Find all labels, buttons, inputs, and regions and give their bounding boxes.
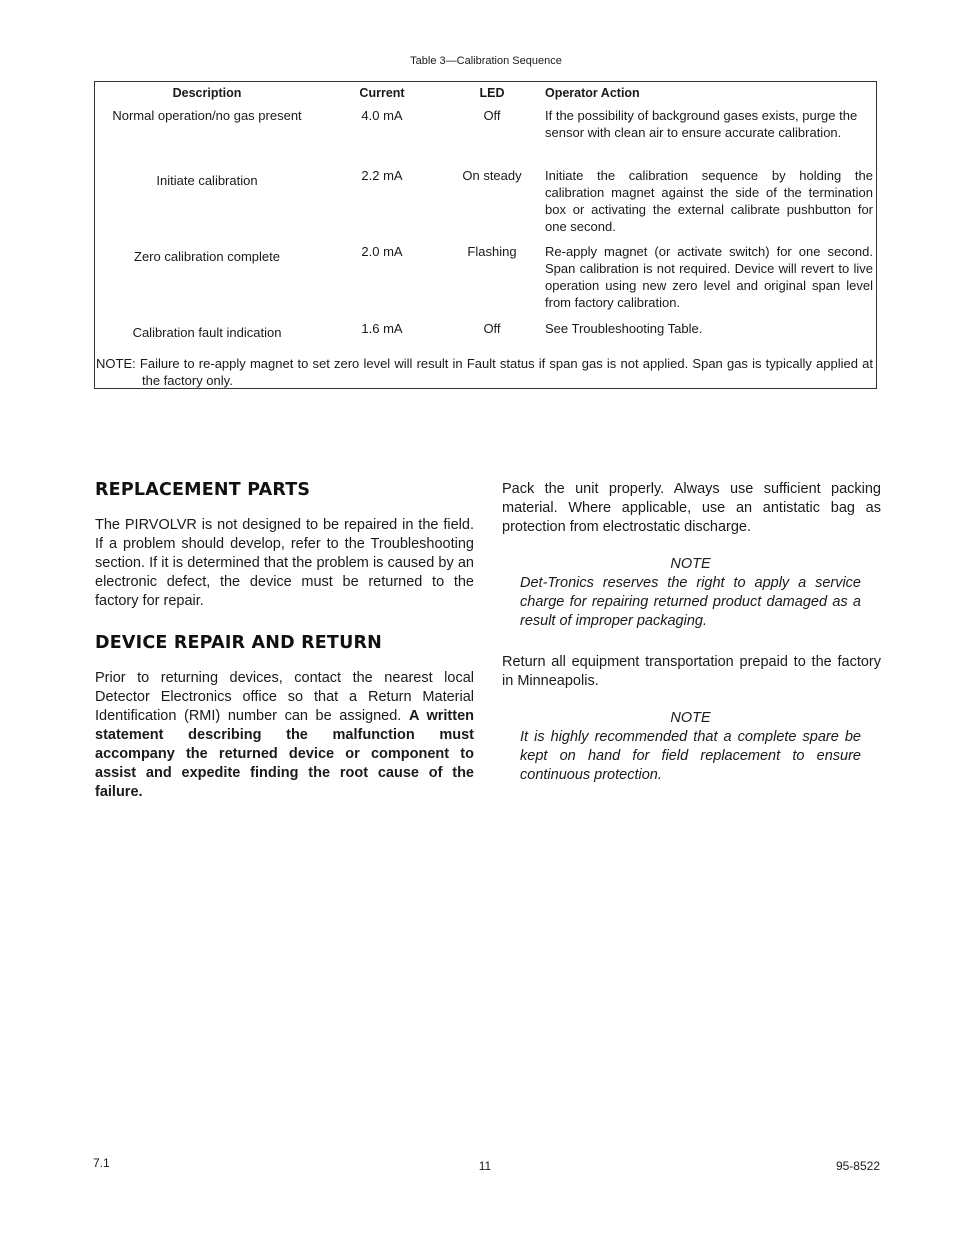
- row2-action: Initiate the calibration sequence by holding the calibration magnet against the side of the termination box or activating the external calibrate pushbutton for one second.: [545, 168, 873, 234]
- spare-note-title: NOTE: [670, 710, 711, 726]
- page-number: 11: [478, 1159, 492, 1173]
- header-description: Description: [172, 86, 242, 100]
- row2-current: 2.2 mA: [361, 168, 403, 183]
- row3-action: Re-apply magnet (or activate switch) for one second. Span calibration is not required. Device will revert to live operation using new zero level and original span level from factory calibration.: [545, 244, 873, 310]
- device-repair-text-bold: A written statement describing the malfunction must accompany the returned device or component to assist and expedite finding the root cause of the failure.: [95, 708, 474, 800]
- row3-current: 2.0 mA: [361, 244, 403, 259]
- packing-text: Pack the unit properly. Always use sufficient packing material. Where applicable, use an antistatic bag as protection from electrostatic discharge.: [502, 481, 881, 535]
- row1-current: 4.0 mA: [361, 108, 403, 123]
- device-repair-text: [95, 669, 474, 802]
- packaging-note: [520, 555, 861, 631]
- packaging-note-text: Det-Tronics reserves the right to apply a service charge for repairing returned product damaged as a result of improper packaging.: [520, 575, 861, 629]
- row3-led: Flashing: [467, 244, 517, 259]
- spare-note-text: It is highly recommended that a complete spare be kept on hand for field replacement to ensure continuous protection.: [520, 729, 861, 783]
- table-title: Table 3—Calibration Sequence: [410, 55, 562, 67]
- row1-description: Normal operation/no gas present: [112, 108, 302, 123]
- row2-description: Initiate calibration: [156, 173, 258, 188]
- table-note: NOTE: Failure to re-apply magnet to set zero level will result in Fault status if span gas is not applied. Span gas is typically applied at the factory only.: [96, 356, 873, 388]
- replacement-parts-text: The PIRVOLVR is not designed to be repaired in the field. If a problem should develop, refer to the Troubleshooting section. If it is determined that the problem is caused by an electronic defect, the device must be returned to the factory for repair.: [95, 517, 474, 609]
- header-current: Current: [359, 86, 405, 100]
- row4-description: Calibration fault indication: [132, 325, 282, 340]
- calibration-table: [94, 81, 877, 389]
- revision-number: 7.1: [93, 1156, 110, 1170]
- row1-action: If the possibility of background gases exists, purge the sensor with clean air to ensure accurate calibration.: [545, 108, 858, 140]
- row4-action: See Troubleshooting Table.: [545, 321, 703, 336]
- device-repair-text-plain: Prior to returning devices, contact the nearest local Detector Electronics office so that a Return Material Identification (RMI) number can be assigned.: [95, 670, 474, 724]
- row4-led: Off: [483, 321, 501, 336]
- row4-current: 1.6 mA: [361, 321, 403, 336]
- document-number: 95-8522: [835, 1159, 880, 1173]
- header-led: LED: [479, 86, 505, 100]
- spare-note: [520, 709, 861, 785]
- replacement-parts-heading: REPLACEMENT PARTS: [95, 480, 311, 500]
- return-text: Return all equipment transportation prepaid to the factory in Minneapolis.: [502, 654, 881, 689]
- row2-led: On steady: [462, 168, 522, 183]
- row3-description: Zero calibration complete: [134, 249, 280, 264]
- header-operator-action: Operator Action: [545, 86, 640, 100]
- row1-led: Off: [483, 108, 501, 123]
- device-repair-heading: DEVICE REPAIR AND RETURN: [95, 633, 383, 653]
- packaging-note-title: NOTE: [670, 556, 711, 572]
